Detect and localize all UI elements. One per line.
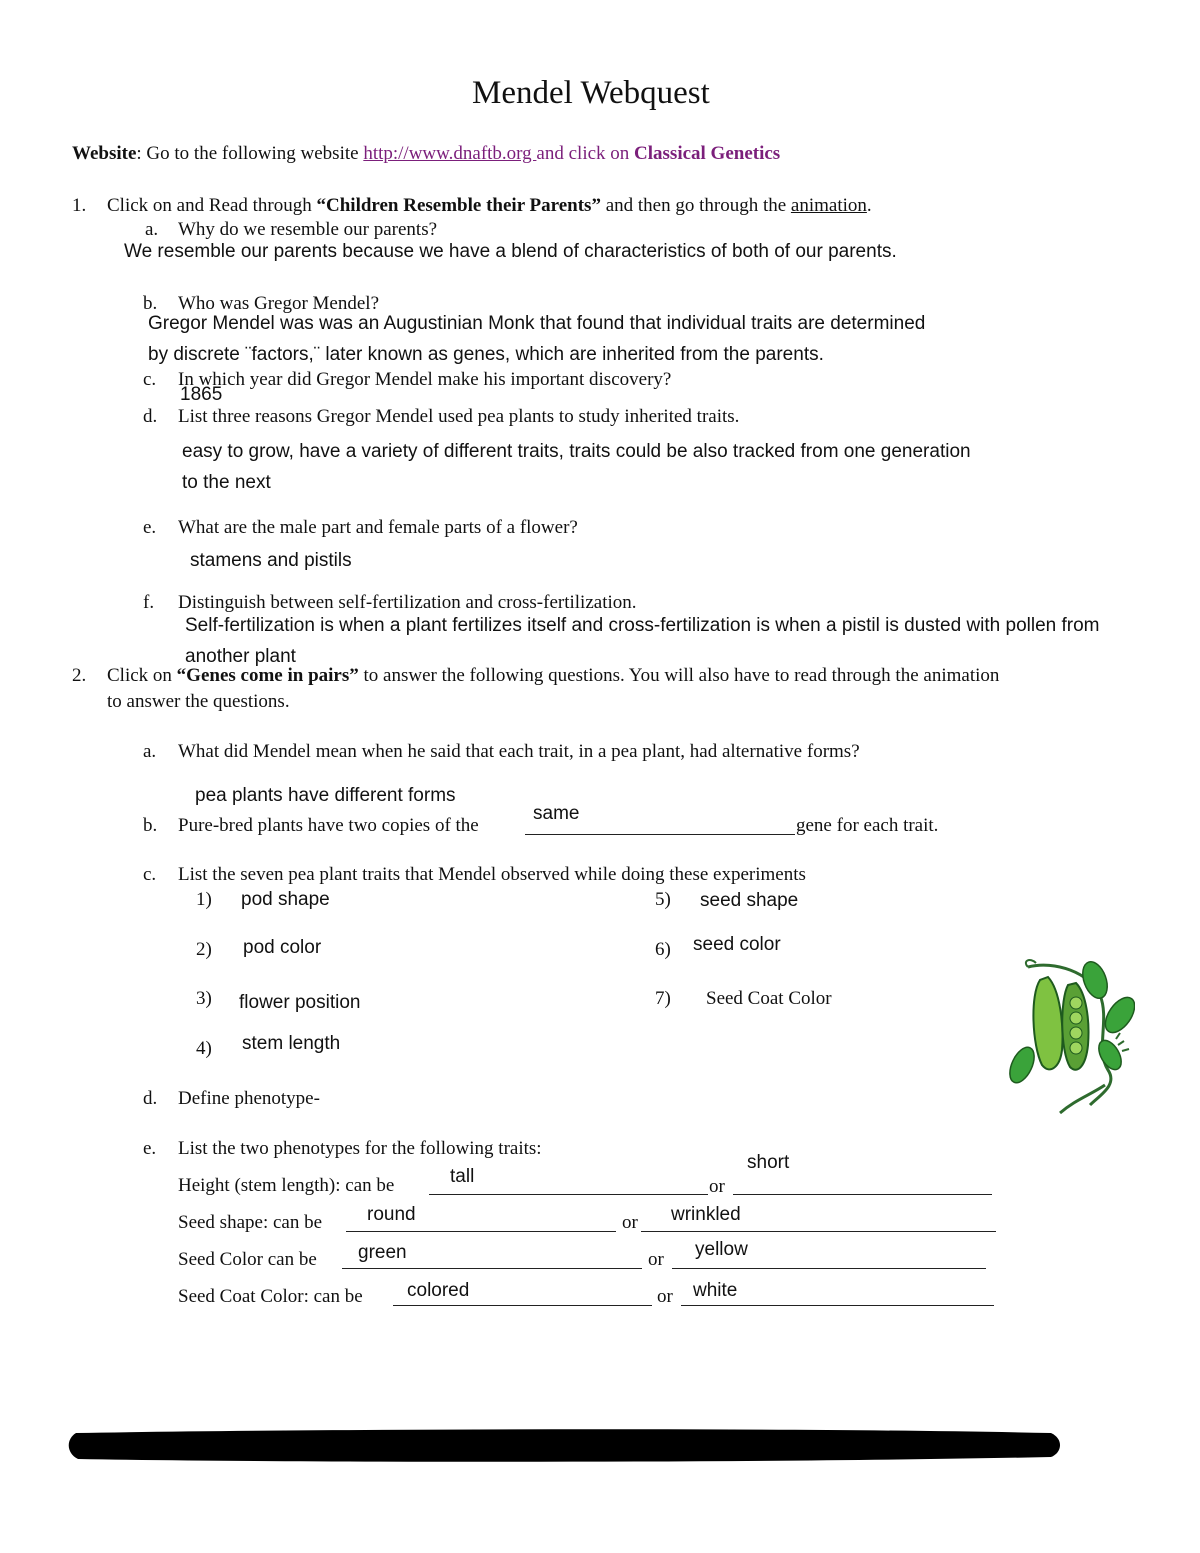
seed-shape-label: Seed shape: can be — [178, 1212, 323, 1233]
q1-number: 1. — [72, 195, 87, 216]
q1c-letter: c. — [143, 369, 157, 390]
q1e-letter: e. — [143, 517, 157, 538]
seed-coat-blank-a[interactable] — [393, 1305, 652, 1306]
q2d-question: Define phenotype- — [178, 1088, 320, 1109]
q2a-letter: a. — [143, 741, 157, 762]
seed-color-blank-a[interactable] — [342, 1268, 642, 1269]
q2b-letter: b. — [143, 815, 158, 836]
q1-pre: Click on and Read through — [107, 195, 317, 216]
height-label: Height (stem length): can be — [178, 1175, 395, 1196]
trait-2-answer: pod color — [243, 937, 322, 958]
seed-coat-blank-b[interactable] — [681, 1305, 994, 1306]
q1f-answer-line1: Self-fertilization is when a plant fertilizes itself and cross-fertilization is when a pistil is dusted with pollen from — [185, 615, 1100, 636]
seed-color-answer-a: green — [358, 1242, 407, 1263]
q2-number: 2. — [72, 665, 87, 686]
q2b-pre: Pure-bred plants have two copies of the — [178, 815, 479, 836]
website-text: : Go to the following website — [136, 143, 364, 164]
trait-4-answer: stem length — [242, 1033, 341, 1054]
q2-prompt-line1 — [107, 665, 999, 687]
q1b-answer-line2: by discrete ¨factors,¨ later known as genes, which are inherited from the parents. — [148, 344, 824, 365]
website-label: Website — [72, 143, 137, 164]
trait-6-answer: seed color — [693, 934, 781, 955]
animation-link[interactable]: animation — [790, 195, 867, 216]
q1d-answer-line2: to the next — [182, 472, 271, 493]
q1d-answer-line1: easy to grow, have a variety of different traits, traits could be also tracked from one generation — [182, 441, 971, 462]
q2-line1-rest: to answer the following questions. You will also have to read through the animation — [358, 665, 1000, 686]
q2c-letter: c. — [143, 864, 157, 885]
q1-prompt — [107, 195, 872, 217]
website-click-text: and click on — [536, 143, 635, 164]
q2e-letter: e. — [143, 1138, 157, 1159]
height-answer-a: tall — [450, 1166, 475, 1187]
trait-3-num: 3) — [196, 988, 212, 1009]
page-title: Mendel Webquest — [472, 75, 710, 111]
q1b-answer-line1: Gregor Mendel was was an Augustinian Monk that found that individual traits are determined — [148, 313, 926, 334]
trait-3-answer: flower position — [239, 992, 361, 1013]
redaction-bar — [66, 1425, 1064, 1465]
classical-genetics-link[interactable]: Classical Genetics — [634, 143, 781, 164]
q1-end: . — [866, 195, 872, 216]
q1b-letter: b. — [143, 293, 158, 314]
q1c-question: In which year did Gregor Mendel make his important discovery? — [178, 369, 672, 390]
website-link[interactable]: http://www.dnaftb.org — [363, 143, 537, 164]
trait-4-num: 4) — [196, 1038, 212, 1059]
genes-come-in-pairs-link[interactable]: “Genes come in pairs” — [176, 665, 359, 686]
q1-mid: and then go through the — [600, 195, 791, 216]
q2a-answer: pea plants have different forms — [195, 785, 456, 806]
seed-shape-answer-b: wrinkled — [671, 1204, 741, 1225]
q1f-answer-line2: another plant — [185, 646, 296, 667]
q2a-question: What did Mendel mean when he said that each trait, in a pea plant, had alternative forms? — [178, 741, 860, 762]
seed-shape-blank-a[interactable] — [346, 1231, 616, 1232]
q1e-question: What are the male part and female parts of a flower? — [178, 517, 578, 538]
q1d-question: List three reasons Gregor Mendel used pea plants to study inherited traits. — [178, 406, 740, 427]
seed-shape-blank-b[interactable] — [641, 1231, 996, 1232]
seed-coat-label: Seed Coat Color: can be — [178, 1286, 363, 1307]
q1a-answer: We resemble our parents because we have a blend of characteristics of both of our parents. — [124, 241, 897, 262]
seed-coat-answer-a: colored — [407, 1280, 470, 1301]
trait-1-num: 1) — [196, 889, 212, 910]
q2b-post: gene for each trait. — [796, 815, 939, 836]
pea-plant-icon — [1000, 955, 1135, 1120]
q1f-letter: f. — [143, 592, 155, 613]
seed-shape-or: or — [622, 1212, 638, 1233]
q2c-question: List the seven pea plant traits that Mendel observed while doing these experiments — [178, 864, 806, 885]
q1a-question: Why do we resemble our parents? — [178, 219, 438, 240]
q2e-question: List the two phenotypes for the following traits: — [178, 1138, 542, 1159]
height-blank-b[interactable] — [733, 1194, 992, 1195]
q2d-letter: d. — [143, 1088, 158, 1109]
seed-color-label: Seed Color can be — [178, 1249, 317, 1270]
trait-1-answer: pod shape — [241, 889, 330, 910]
trait-6-num: 6) — [655, 939, 671, 960]
seed-coat-or: or — [657, 1286, 673, 1307]
height-blank-a[interactable] — [429, 1194, 708, 1195]
seed-shape-answer-a: round — [367, 1204, 416, 1225]
seed-color-answer-b: yellow — [695, 1239, 748, 1260]
q1c-answer: 1865 — [180, 384, 223, 405]
height-answer-b: short — [747, 1152, 790, 1173]
website-line — [72, 143, 780, 165]
seed-coat-answer-b: white — [693, 1280, 738, 1301]
q1d-letter: d. — [143, 406, 158, 427]
seed-color-blank-b[interactable] — [672, 1268, 986, 1269]
q2b-answer: same — [533, 803, 580, 824]
height-or: or — [709, 1176, 725, 1197]
seed-color-or: or — [648, 1249, 664, 1270]
trait-7-answer: Seed Coat Color — [706, 988, 832, 1009]
q1b-question: Who was Gregor Mendel? — [178, 293, 380, 314]
q1-bold: “Children Resemble their Parents” — [316, 195, 601, 216]
q1a-letter: a. — [145, 219, 159, 240]
q2b-blank[interactable] — [525, 834, 795, 835]
trait-5-answer: seed shape — [700, 890, 799, 911]
q1f-question: Distinguish between self-fertilization and cross-fertilization. — [178, 592, 637, 613]
q1e-answer: stamens and pistils — [190, 550, 352, 571]
trait-7-num: 7) — [655, 988, 671, 1009]
q2-prompt-line2: to answer the questions. — [107, 691, 290, 712]
trait-2-num: 2) — [196, 939, 212, 960]
trait-5-num: 5) — [655, 889, 671, 910]
q2-pre: Click on — [107, 665, 177, 686]
